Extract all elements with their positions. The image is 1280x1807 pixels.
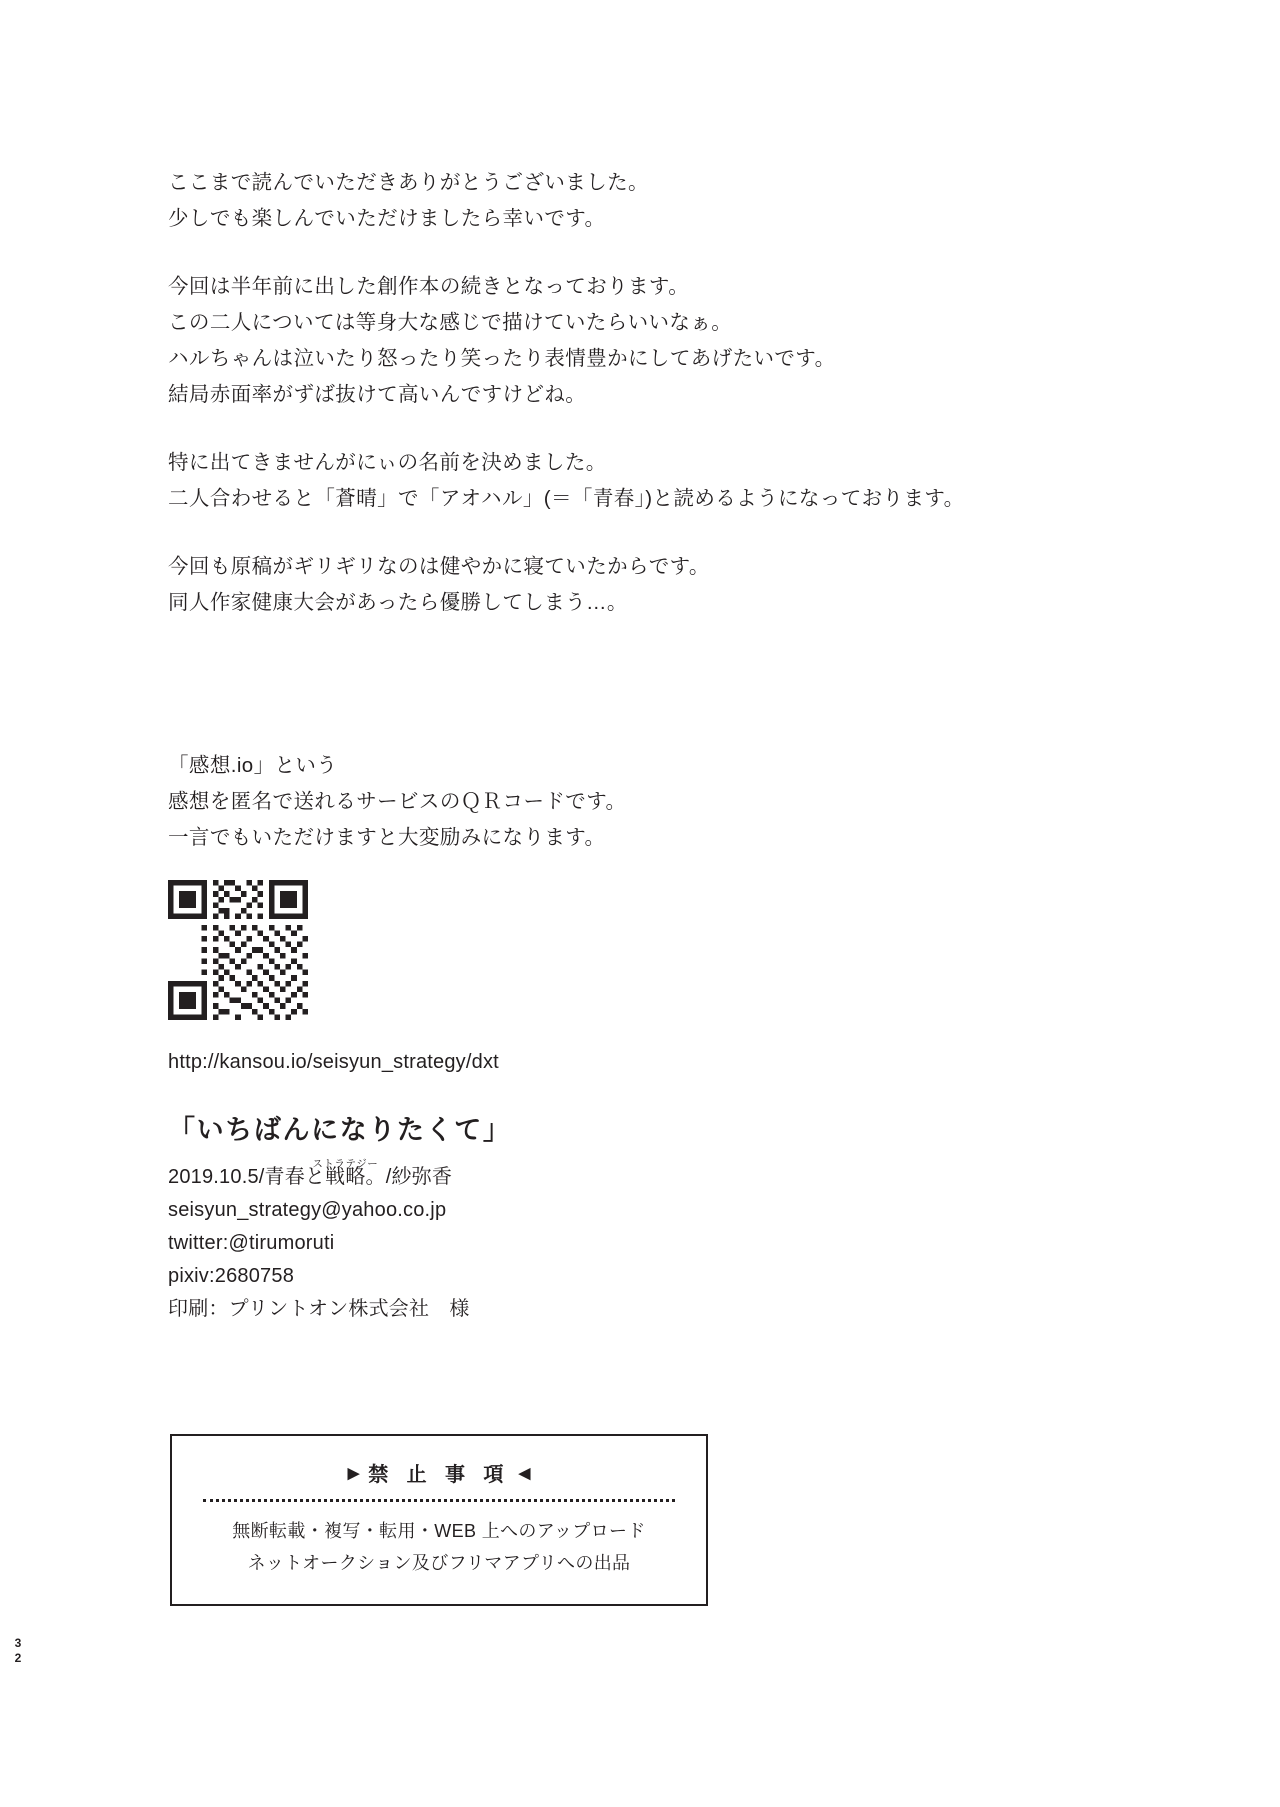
- triangle-right-icon: ▶: [347, 1464, 360, 1482]
- prohibition-box: [170, 1434, 708, 1606]
- twitter-line[interactable]: twitter:@tirumoruti: [168, 1232, 335, 1254]
- afterword-line: ハルちゃんは泣いたり怒ったり笑ったり表情豊かにしてあげたいです。: [168, 347, 836, 370]
- qr-section: [168, 748, 928, 1074]
- page-number-digit: 3: [14, 1636, 22, 1650]
- book-title: 「いちばんになりたくて」: [168, 1115, 512, 1145]
- afterword-line: この二人については等身大な感じで描けていたらいいなぁ。: [168, 311, 733, 334]
- qr-description: [168, 748, 928, 856]
- qr-description-line: 感想を匿名で送れるサービスのＱＲコードです。: [168, 790, 627, 813]
- pixiv-line[interactable]: pixiv:2680758: [168, 1265, 295, 1287]
- afterword-section: [168, 165, 1068, 621]
- ruby-base: 戦略: [325, 1166, 366, 1188]
- afterword-line: 今回は半年前に出した創作本の続きとなっております。: [168, 275, 690, 298]
- publication-line: [168, 1158, 928, 1194]
- afterword-line: 同人作家健康大会があったら優勝してしまう…。: [168, 591, 628, 614]
- qr-description-line: 一言でもいただけますと大変励みになります。: [168, 826, 606, 849]
- afterword-line: 結局赤面率がずば抜けて高いんですけどね。: [168, 383, 587, 406]
- ruby-group: [312, 1158, 379, 1194]
- afterword-line: 特に出てきませんがにぃの名前を決めました。: [168, 451, 607, 474]
- divider: [203, 1499, 675, 1502]
- afterword-paragraph: [168, 549, 1068, 621]
- printer-line: 印刷：プリントオン株式会社 様: [168, 1298, 470, 1320]
- prohibition-line: 無断転載・複写・転用・WEB 上へのアップロード: [232, 1521, 646, 1541]
- afterword-line: 二人合わせると「蒼晴」で「アオハル」(＝「青春」)と読めるようになっております。: [168, 487, 965, 510]
- publication-prefix: 2019.10.5/青春と: [168, 1166, 326, 1188]
- qr-description-line: 「感想.io」という: [168, 754, 338, 777]
- afterword-paragraph: [168, 165, 1068, 237]
- afterword-paragraph: [168, 445, 1068, 517]
- page-number-digit: 2: [14, 1651, 22, 1665]
- afterword-line: 少しでも楽しんでいただけましたら幸いです。: [168, 207, 606, 230]
- prohibition-heading-label: 禁 止 事 項: [368, 1464, 510, 1486]
- publication-suffix: 。/紗弥香: [365, 1166, 453, 1188]
- triangle-left-icon: ◀: [518, 1464, 531, 1482]
- colophon-section: [168, 1108, 928, 1326]
- prohibition-heading: [348, 1458, 531, 1487]
- afterword-line: ここまで読んでいただきありがとうございました。: [168, 171, 649, 194]
- qr-code-icon[interactable]: [168, 880, 308, 1020]
- prohibition-line: ネットオークション及びフリマアプリへの出品: [247, 1553, 631, 1573]
- kansou-io-url[interactable]: http://kansou.io/seisyun_strategy/dxt: [168, 1051, 499, 1073]
- page-number: [10, 1636, 26, 1666]
- afterword-line: 今回も原稿がギリギリなのは健やかに寝ていたからです。: [168, 555, 710, 578]
- afterword-paragraph: [168, 269, 1068, 413]
- email-line[interactable]: seisyun_strategy@yahoo.co.jp: [168, 1199, 447, 1221]
- ruby-annotation: ストラテジー: [312, 1158, 379, 1170]
